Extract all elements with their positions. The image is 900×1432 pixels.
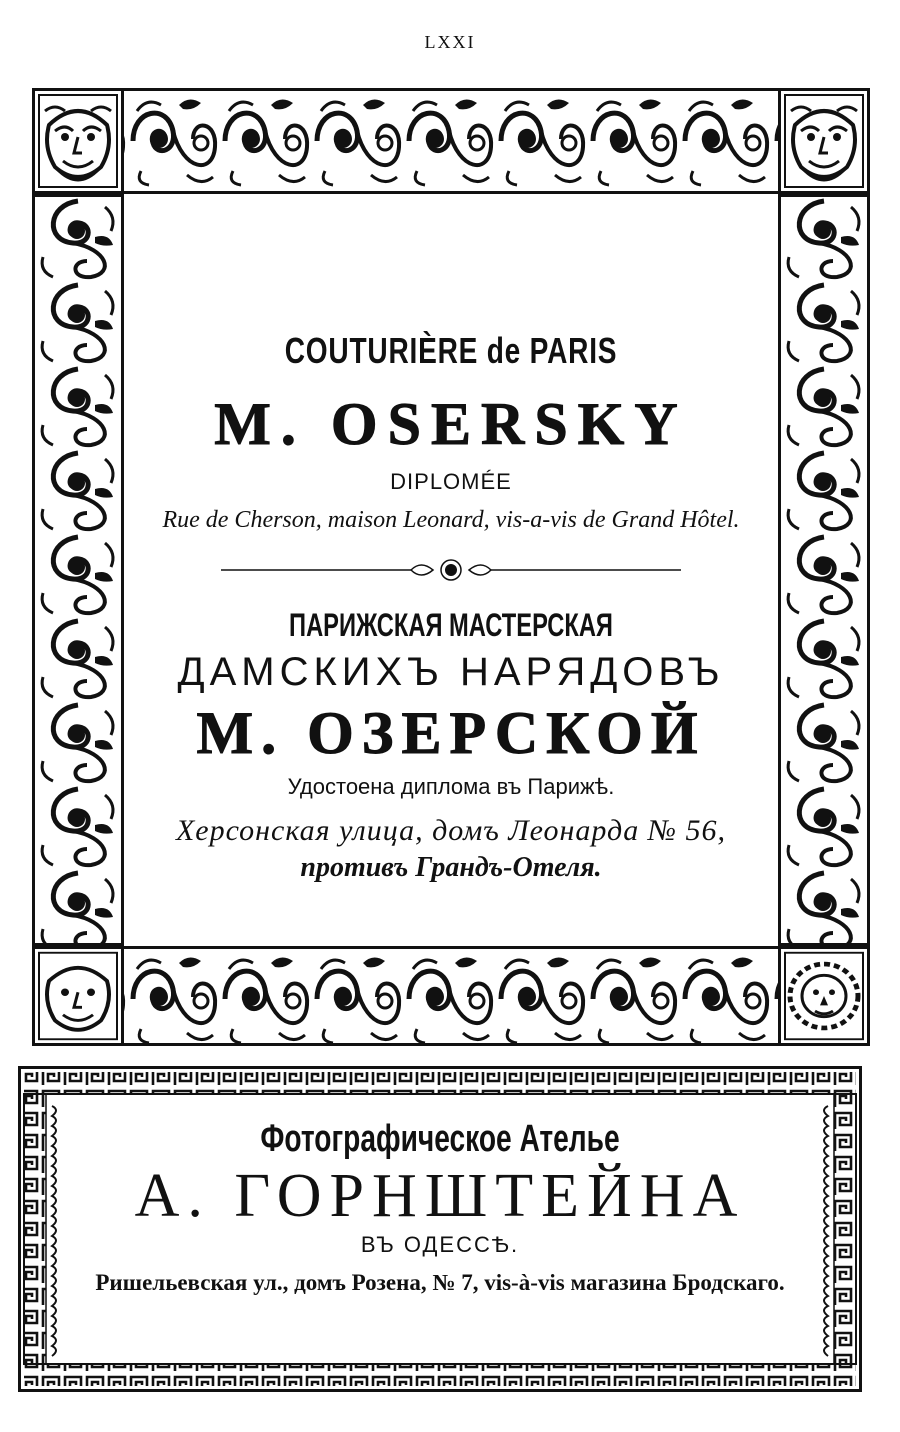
- face-mask-icon: [35, 949, 121, 1043]
- ru-couturiere-name: М. ОЗЕРСКОЙ: [196, 700, 706, 766]
- photo-studio-city: ВЪ ОДЕССѢ.: [360, 1232, 520, 1257]
- mask-ornament-top-right: [778, 88, 870, 194]
- frame-top-border: [32, 88, 870, 194]
- frame-bottom-border: [32, 946, 870, 1046]
- ru-couturiere-diploma: Удостоена диплома въ Парижѣ.: [287, 774, 615, 799]
- couturiere-name: M. OSERSKY: [214, 391, 688, 457]
- face-mask-icon: [781, 91, 867, 191]
- scroll-ornament-top: [35, 91, 867, 191]
- ru-couturiere-address-line1: Херсонская улица, домъ Леонарда № 56,: [175, 814, 727, 847]
- ornamental-divider: [221, 558, 681, 582]
- greek-key-frame: [18, 1066, 862, 1392]
- mask-ornament-top-left: [32, 88, 124, 194]
- ru-couturiere-subheading: ДАМСКИХЪ НАРЯДОВЪ: [177, 650, 725, 694]
- ornamental-frame: [32, 88, 870, 1046]
- lion-head-icon: [781, 949, 867, 1043]
- scroll-ornament-left: [35, 197, 121, 943]
- couturiere-diplome: DIPLOMÉE: [390, 469, 512, 494]
- frame-right-border: [778, 194, 870, 946]
- couturiere-heading: COUTURIÈRE de PARIS: [284, 330, 618, 371]
- frame-left-border: [32, 194, 124, 946]
- face-mask-icon: [35, 91, 121, 191]
- ru-couturiere-address-line2: противъ Грандъ-Отеля.: [300, 852, 602, 883]
- lion-ornament-bottom-right: [778, 946, 870, 1046]
- couturiere-address: Rue de Cherson, maison Leonard, vis-a-vis de Grand Hôtel.: [162, 507, 740, 533]
- photo-studio-name: А. ГОРНШТЕЙНА: [134, 1162, 746, 1230]
- photo-studio-heading: Фотографическое Ателье: [260, 1118, 620, 1160]
- ru-couturiere-heading: ПАРИЖСКАЯ МАСТЕРСКАЯ: [289, 607, 613, 643]
- couturiere-advertisement: [124, 194, 778, 946]
- page-number: LXXI: [424, 32, 476, 52]
- mask-ornament-bottom-left: [32, 946, 124, 1046]
- photo-studio-advertisement: [76, 1096, 804, 1362]
- scroll-ornament-right: [781, 197, 867, 943]
- photo-studio-address: Ришельевская ул., домъ Розена, № 7, vis-à-vis магазина Бродскаго.: [95, 1270, 785, 1295]
- scroll-ornament-bottom: [35, 949, 867, 1043]
